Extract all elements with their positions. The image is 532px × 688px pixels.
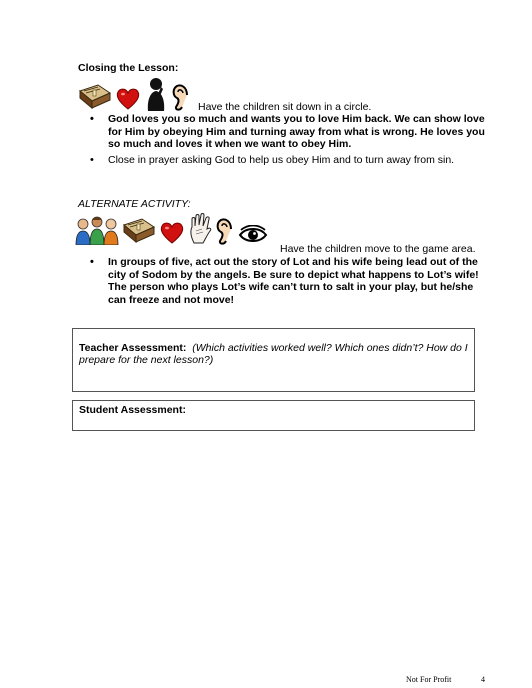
ear-icon xyxy=(171,83,191,111)
closing-heading: Closing the Lesson: xyxy=(78,62,179,74)
student-assessment-label: Student Assessment: xyxy=(79,404,186,416)
alternate-icons xyxy=(75,213,268,245)
footer-text: Not For Profit xyxy=(406,675,452,684)
closing-bullet: • Close in prayer asking God to help us obey Him and to turn away from sin. xyxy=(78,154,494,167)
teacher-assessment-note: (Which activities worked well? Which ones didn’t? How do I prepare for the next lesson?) xyxy=(79,342,468,366)
closing-icons xyxy=(78,77,191,111)
alternate-bullet-list xyxy=(78,256,494,309)
closing-bullet-list xyxy=(78,113,494,169)
page-number: 4 xyxy=(481,675,485,684)
teacher-assessment-label: Teacher Assessment: xyxy=(79,342,187,354)
heart-icon xyxy=(159,221,185,245)
ear-icon xyxy=(215,217,235,245)
student-assessment-box[interactable] xyxy=(72,400,475,431)
hand-icon xyxy=(188,213,212,245)
children-group-icon xyxy=(75,215,119,245)
praying-child-icon xyxy=(144,77,168,111)
alternate-heading: ALTERNATE ACTIVITY: xyxy=(78,198,191,210)
bible-icon xyxy=(78,81,112,111)
alternate-intro: Have the children move to the game area. xyxy=(280,243,476,255)
teacher-assessment-box[interactable] xyxy=(72,328,475,392)
alternate-bullet: • In groups of five, act out the story of Lot and his wife being lead out of the city of Sodom by the angels. Be sure to depict what happens to Lot’s wife! The person who plays Lot’s wife can’t turn to salt in your play, but he/she can freeze and not move! xyxy=(78,256,494,306)
bible-icon xyxy=(122,215,156,245)
teacher-assessment-heading xyxy=(79,342,468,366)
heart-icon xyxy=(115,87,141,111)
closing-bullet: • God loves you so much and wants you to love Him back. We can show love for Him by obeying Him and turning away from what is wrong. He loves you so much and loves it when we want to obey Him. xyxy=(78,113,494,151)
closing-intro: Have the children sit down in a circle. xyxy=(198,101,372,113)
eye-icon xyxy=(238,225,268,245)
